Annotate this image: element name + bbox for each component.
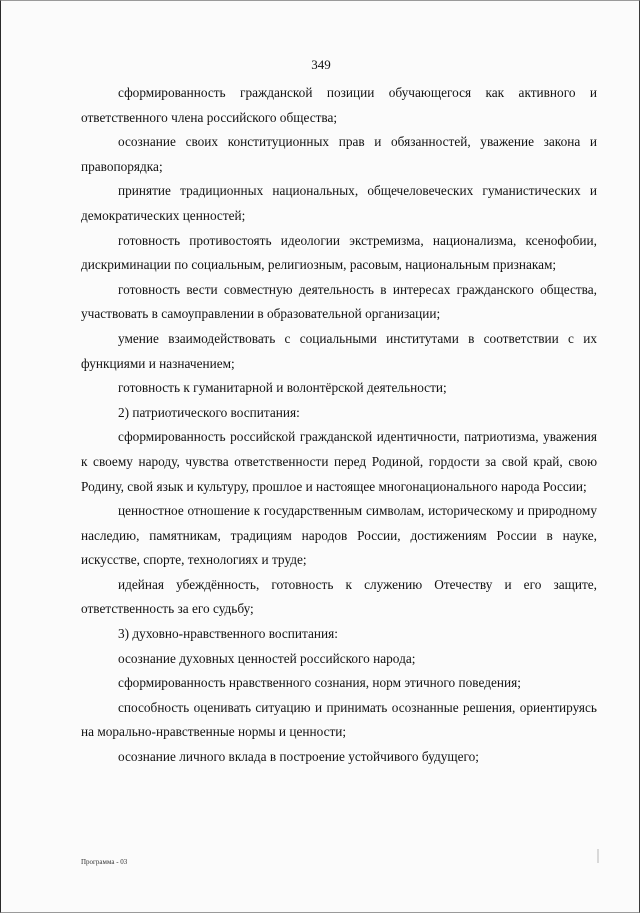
- paragraph: ценностное отношение к государственным символам, историческому и природному наследию, памятникам, традициям народов России, достижениям России в науке, искусстве, спорте, технологиях и труде;: [81, 503, 597, 568]
- scan-artifact: [597, 849, 599, 863]
- document-body: [81, 81, 597, 770]
- footer-label: Программа - 03: [81, 858, 128, 866]
- page-number: 349: [311, 57, 331, 72]
- paragraph: готовность противостоять идеологии экстремизма, национализма, ксенофобии, дискриминации по социальным, религиозным, расовым, национальным признакам;: [81, 232, 597, 273]
- paragraph: осознание личного вклада в построение устойчивого будущего;: [118, 749, 479, 765]
- paragraph: готовность вести совместную деятельность в интересах гражданского общества, участвовать в самоуправлении в образовательной организации;: [81, 281, 597, 322]
- section-heading: 3) духовно-нравственного воспитания:: [118, 626, 338, 642]
- paragraph: сформированность российской гражданской идентичности, патриотизма, уважения к своему народу, чувства ответственности перед Родиной, гордости за свой край, свою Родину, свой язык и культуру, прошлое и настоящее многонационального народа России;: [81, 429, 597, 494]
- paragraph: идейная убеждённость, готовность к служению Отечеству и его защите, ответственность за его судьбу;: [81, 576, 597, 617]
- paragraph: осознание духовных ценностей российского народа;: [118, 650, 416, 666]
- paragraph: готовность к гуманитарной и волонтёрской деятельности;: [118, 380, 447, 396]
- section-heading: 2) патриотического воспитания:: [118, 404, 300, 420]
- paragraph: сформированность нравственного сознания, норм этичного поведения;: [118, 675, 521, 691]
- paragraph: умение взаимодействовать с социальными институтами в соответствии с их функциями и назначением;: [81, 330, 597, 371]
- paragraph: сформированность гражданской позиции обучающегося как активного и ответственного члена российского общества;: [81, 85, 597, 125]
- paragraph: принятие традиционных национальных, общечеловеческих гуманистических и демократических ценностей;: [81, 183, 597, 223]
- paragraph: осознание своих конституционных прав и обязанностей, уважение закона и правопорядка;: [81, 134, 597, 174]
- paragraph: способность оценивать ситуацию и принимать осознанные решения, ориентируясь на морально-нравственные нормы и ценности;: [81, 699, 597, 740]
